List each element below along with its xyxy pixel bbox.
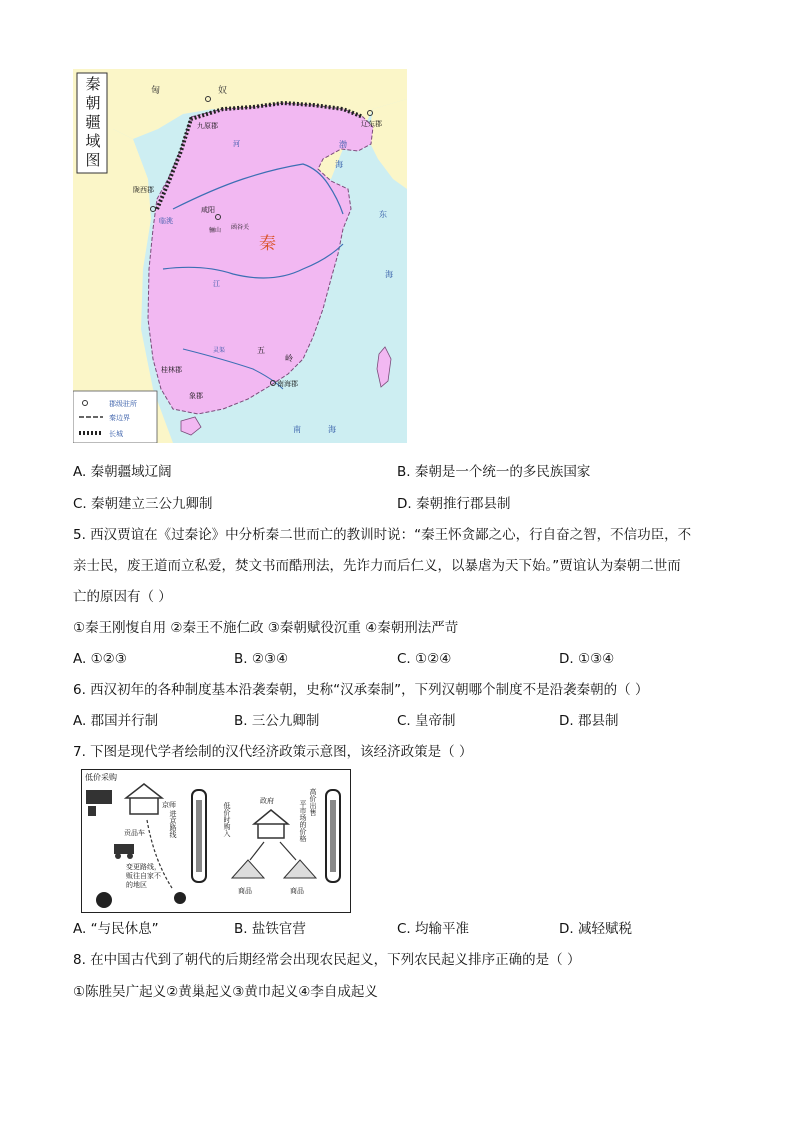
label-south-sea: 南: [293, 425, 301, 434]
label-jiuyuan: 九原郡: [197, 122, 218, 130]
label-xiongnu: 奴: [218, 86, 228, 96]
q5-option-b: B. ②③④: [234, 651, 289, 667]
q6-option-a: A. 郡国并行制: [73, 713, 159, 729]
legend-wall-label: 长城: [109, 430, 123, 438]
q7-option-d: D. 减轻赋税: [559, 921, 632, 937]
cart-wheel-icon: [115, 853, 121, 859]
q6-option-c: C. 皇帝制: [397, 713, 456, 729]
diagram-market-price: 平市场的价格: [299, 800, 307, 842]
map-title-char: 域: [85, 132, 101, 150]
diagram-goods: 商品: [290, 887, 304, 895]
q7-option-a: A. “与民休息”: [73, 921, 159, 937]
q4-option-b: B. 秦朝是一个统一的多民族国家: [397, 464, 591, 480]
label-lingqu: 灵渠: [213, 347, 226, 354]
q7-option-b: B. 盐铁官营: [234, 921, 306, 937]
label-longxi: 陇西郡: [133, 186, 154, 194]
q6-stem: 6. 西汉初年的各种制度基本沿袭秦朝，史称“汉承秦制”，下列汉朝哪个制度不是沿袭秦朝的（ ）: [73, 682, 649, 698]
label-river-he: 河: [233, 140, 240, 148]
map-svg: [73, 69, 407, 443]
legend-border-label: 秦边界: [109, 414, 130, 422]
q6-option-b: B. 三公九卿制: [234, 713, 320, 729]
economic-policy-diagram: [81, 769, 351, 913]
label-hanguguan: 函谷关: [231, 224, 250, 231]
diagram-capital: 京师: [162, 801, 176, 809]
arrow-sell: [280, 842, 296, 860]
label-xiongnu: 匈: [151, 86, 161, 96]
label-qin: 秦: [259, 234, 276, 254]
government-roof-icon: [254, 810, 288, 824]
q5-stem-line3: 亡的原因有（ ）: [73, 589, 172, 605]
scroll-left-content: [196, 800, 202, 872]
label-lishan: 骊山: [209, 227, 222, 234]
label-east-sea: 东: [379, 210, 387, 219]
tribute-cart-icon: [114, 844, 134, 854]
q5-statements: ①秦王刚愎自用 ②秦王不施仁政 ③秦朝赋役沉重 ④秦朝刑法严苛: [73, 620, 459, 636]
label-river-jiang: 江: [213, 280, 220, 288]
map-title-char: 朝: [85, 94, 101, 112]
diagram-transport: 进京路线: [169, 810, 177, 838]
diagram-government: 政府: [260, 797, 274, 805]
map-title: [81, 75, 105, 170]
diagram-tribute-cart: 贡品车: [124, 829, 145, 837]
goods-pile-icon: [284, 860, 316, 878]
diagram-goods: 商品: [238, 887, 252, 895]
map-title-char: 疆: [85, 113, 101, 131]
diagram-low-buy: 低价采购: [85, 773, 117, 782]
cart-wheel-large-icon: [174, 892, 186, 904]
q8-stem: 8. 在中国古代到了朝代的后期经常会出现农民起义，下列农民起义排序正确的是（ ）: [73, 952, 581, 968]
map-title-char: 秦: [85, 75, 101, 93]
merchant-figure-icon: [88, 806, 96, 816]
arrow-buy: [250, 842, 264, 860]
q8-statements: ①陈胜吴广起义②黄巢起义③黄巾起义④李自成起义: [73, 984, 378, 1000]
legend-capital-label: 郡级驻所: [109, 400, 137, 408]
label-wuling: 岭: [285, 354, 293, 363]
q4-option-c: C. 秦朝建立三公九卿制: [73, 496, 213, 512]
q5-stem-line2: 亲士民，废王道而立私爱，焚文书而酷刑法，先诈力而后仁义，以暴虐为天下始。”贾谊认为秦朝二世而: [73, 558, 681, 574]
q4-option-a: A. 秦朝疆域辽阔: [73, 464, 172, 480]
diagram-route-change: 变更路线，: [126, 863, 161, 871]
capital-roof-icon: [126, 784, 162, 798]
label-liaodong: 辽东郡: [361, 120, 382, 128]
goods-pile-icon: [232, 860, 264, 878]
label-wuling: 五: [257, 346, 265, 355]
q7-option-c: C. 均输平准: [397, 921, 470, 937]
label-bohai: 海: [335, 160, 343, 169]
label-xiang: 象郡: [189, 392, 203, 400]
diagram-route-change: 的地区: [126, 881, 147, 889]
label-south-sea: 海: [328, 425, 336, 434]
label-guilin: 桂林郡: [161, 366, 182, 374]
label-lintao: 临洮: [159, 217, 173, 225]
map-title-char: 图: [85, 151, 101, 169]
label-xianyang: 咸阳: [201, 206, 215, 214]
q5-option-a: A. ①②③: [73, 651, 127, 667]
q5-option-d: D. ①③④: [559, 651, 615, 667]
scroll-right-content: [330, 800, 336, 872]
label-east-sea: 海: [385, 270, 393, 279]
merchant-figure-icon: [86, 790, 112, 804]
label-nanhai: 南海郡: [277, 380, 298, 388]
diagram-route-change: 贩往自家不: [126, 872, 161, 880]
diagram-high-price-sell: 高价出售: [309, 788, 317, 816]
q7-stem: 7. 下图是现代学者绘制的汉代经济政策示意图，该经济政策是（ ）: [73, 744, 473, 760]
label-bohai: 渤: [339, 140, 347, 149]
q4-option-d: D. 秦朝推行郡县制: [397, 496, 511, 512]
cart-wheel-large-icon: [96, 892, 112, 908]
q5-option-c: C. ①②④: [397, 651, 452, 667]
q6-option-d: D. 郡县制: [559, 713, 619, 729]
diagram-low-price-buy: 低价时购入: [223, 802, 231, 837]
q5-stem-line1: 5. 西汉贾谊在《过秦论》中分析秦二世而亡的教训时说：“秦王怀贪鄙之心，行自奋之智，不信功臣，不: [73, 527, 692, 543]
cart-wheel-icon: [127, 853, 133, 859]
qin-territory-map: [73, 69, 407, 443]
